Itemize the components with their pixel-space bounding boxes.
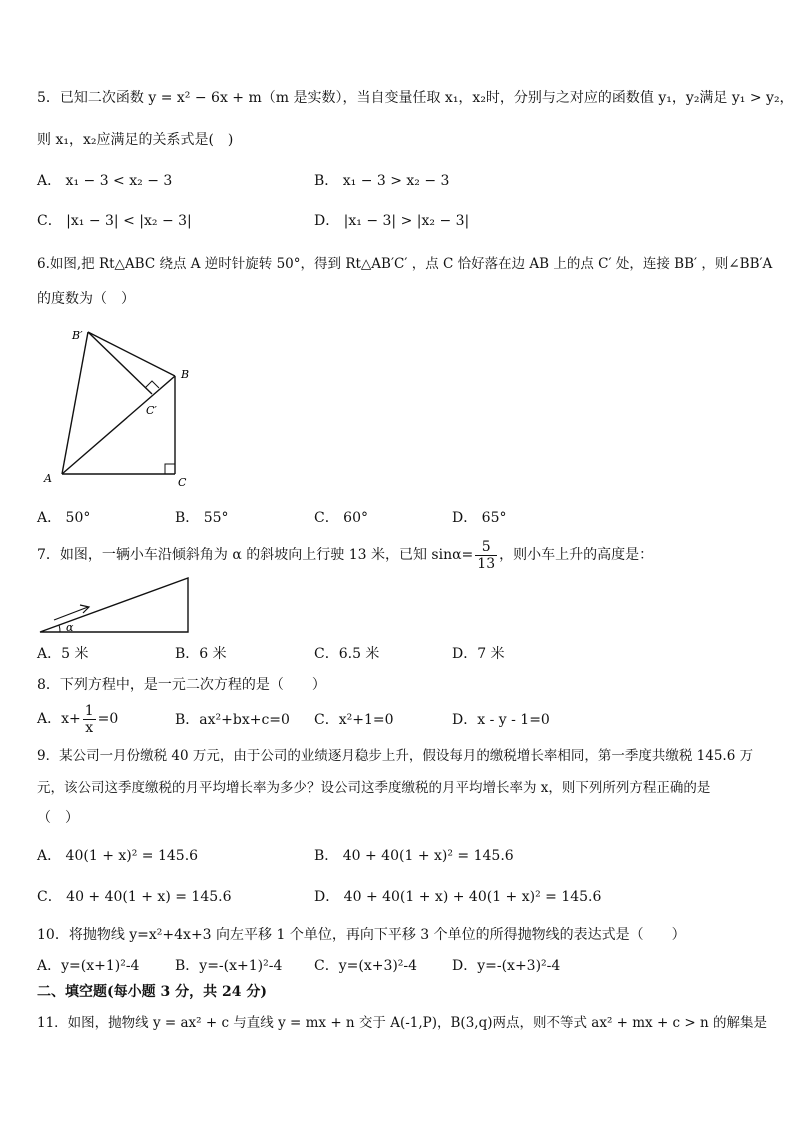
q7-stem-before: 7．如图，一辆小车沿倾斜角为 α 的斜坡向上行驶 13 米，已知 sinα= (37, 547, 474, 563)
q6-stem-line1: 6.如图,把 Rt△ABC 绕点 A 逆时针旋转 50°，得到 Rt△AB′C′ ，点 C 恰好落在边 AB 上的点 C′ 处，连接 BB′ ，则∠BB′A (37, 256, 773, 272)
q10-option-a: A．y=(x+1)²-4 (37, 958, 140, 974)
q8-option-d: D．x - y - 1=0 (452, 712, 550, 728)
q6-option-d: D． 65° (452, 510, 507, 526)
q5-option-d: D． |x₁ − 3| > |x₂ − 3| (314, 213, 470, 229)
q10-option-b: B．y=-(x+1)²-4 (175, 958, 283, 974)
q10-stem: 10．将抛物线 y=x²+4x+3 向左平移 1 个单位，再向下平移 3 个单位的所得抛物线的表达式是（ ） (37, 927, 686, 943)
q8-option-a-before: A．x+ (37, 711, 81, 727)
q9-option-d: D． 40 + 40(1 + x) + 40(1 + x)² = 145.6 (314, 889, 602, 905)
label-b-prime: B′ (72, 329, 83, 342)
q9-option-b: B． 40 + 40(1 + x)² = 145.6 (314, 848, 514, 864)
q7-option-d: D．7 米 (452, 646, 505, 662)
q11-stem-line1: 11．如图，抛物线 y = ax² + c 与直线 y = mx + n 交于 A(-1,P)，B(3,q)两点，则不等式 ax² + mx + c > n 的解集是 (37, 1015, 768, 1031)
q5-option-c: C． |x₁ − 3| < |x₂ − 3| (37, 213, 192, 229)
q6-option-a: A． 50° (37, 510, 91, 526)
q8-option-c: C．x²+1=0 (314, 712, 394, 728)
q8-stem: 8．下列方程中，是一元二次方程的是（ ） (37, 677, 326, 693)
q9-stem-line2: 元，该公司这季度缴税的月平均增长率为多少？设公司这季度缴税的月平均增长率为 x，则下列所列方程正确的是 (37, 780, 711, 796)
q7-frac-num: 5 (475, 539, 497, 556)
q10-option-c: C．y=(x+3)²-4 (314, 958, 418, 974)
q5-stem-line2: 则 x₁，x₂应满足的关系式是( ) (37, 132, 234, 148)
q5-stem-line1: 5．已知二次函数 y = x² − 6x + m（m 是实数），当自变量任取 x₁，x₂时，分别与之对应的函数值 y₁，y₂满足 y₁ > y₂， (37, 90, 794, 106)
q10-option-d: D．y=-(x+3)²-4 (452, 958, 561, 974)
q7-stem (37, 538, 653, 572)
label-b: B (181, 368, 190, 381)
q7-frac-den: 13 (477, 555, 496, 572)
q9-option-a: A． 40(1 + x)² = 145.6 (37, 848, 199, 864)
q5-option-a: A． x₁ − 3 < x₂ − 3 (37, 173, 173, 189)
q7-option-c: C．6.5 米 (314, 646, 380, 662)
label-c: C (178, 476, 187, 489)
q9-option-c: C． 40 + 40(1 + x) = 145.6 (37, 889, 232, 905)
q7-stem-after: ，则小车上升的高度是： (499, 547, 654, 563)
label-alpha: α (66, 621, 74, 634)
label-a: A (44, 472, 52, 485)
q8-option-a-num: 1 (84, 702, 94, 719)
q6-figure-triangle-rotation (40, 322, 200, 492)
q8-option-a-fraction (83, 703, 96, 736)
q5-option-b: B． x₁ − 3 > x₂ − 3 (314, 173, 450, 189)
q8-option-b: B．ax²+bx+c=0 (175, 712, 290, 728)
q7-option-a: A．5 米 (37, 646, 89, 662)
q7-fraction (475, 539, 497, 572)
q8-option-a-den: x (85, 719, 94, 736)
q6-option-b: B． 55° (175, 510, 229, 526)
q7-figure-slope (36, 574, 196, 638)
q7-option-b: B．6 米 (175, 646, 227, 662)
q6-option-c: C． 60° (314, 510, 368, 526)
q8-option-a (37, 702, 118, 736)
q6-stem-line2: 的度数为（ ） (37, 291, 135, 307)
label-c-prime: C′ (146, 404, 157, 417)
q9-stem-line3: （ ） (37, 810, 79, 826)
q8-option-a-after: =0 (97, 711, 119, 727)
q9-stem-line1: 9．某公司一月份缴税 40 万元，由于公司的业绩逐月稳步上升，假设每月的缴税增长率相同，第一季度共缴税 145.6 万 (37, 748, 754, 764)
section-fill-in-title: 二、填空题(每小题 3 分，共 24 分) (37, 984, 267, 1000)
